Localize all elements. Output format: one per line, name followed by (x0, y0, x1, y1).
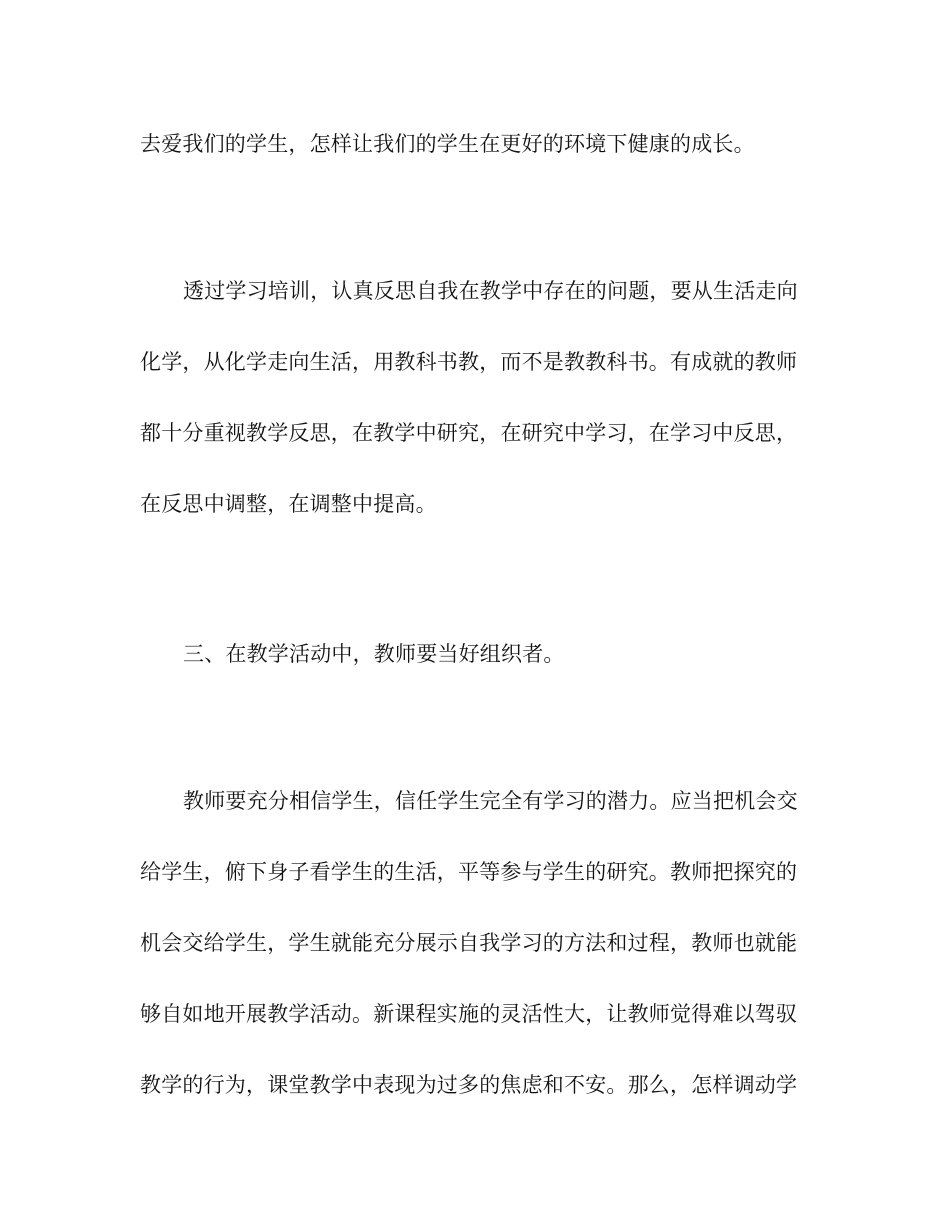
paragraph-line: 透过学习培训，认真反思自我在教学中存在的问题，要从生活走向 (183, 279, 798, 303)
text-line: 去爱我们的学生，怎样让我们的学生在更好的环境下健康的成长。 (140, 132, 755, 156)
paragraph-line: 教学的行为，课堂教学中表现为过多的焦虑和不安。那么，怎样调动学 (140, 1073, 798, 1097)
paragraph-line: 在反思中调整，在调整中提高。 (140, 492, 437, 516)
paragraph-line: 教师要充分相信学生，信任学生完全有学习的潜力。应当把机会交 (183, 789, 798, 813)
paragraph-line: 机会交给学生，学生就能充分展示自我学习的方法和过程，教师也就能 (140, 931, 798, 955)
paragraph-line: 都十分重视教学反思，在教学中研究，在研究中学习，在学习中反思， (140, 421, 798, 445)
section-heading: 三、在教学活动中，教师要当好组织者。 (183, 642, 565, 666)
paragraph-line: 化学，从化学走向生活，用教科书教，而不是教教科书。有成就的教师 (140, 350, 798, 374)
paragraph-line: 够自如地开展教学活动。新课程实施的灵活性大，让教师觉得难以驾驭 (140, 1002, 798, 1026)
paragraph-line: 给学生，俯下身子看学生的生活，平等参与学生的研究。教师把探究的 (140, 860, 798, 884)
